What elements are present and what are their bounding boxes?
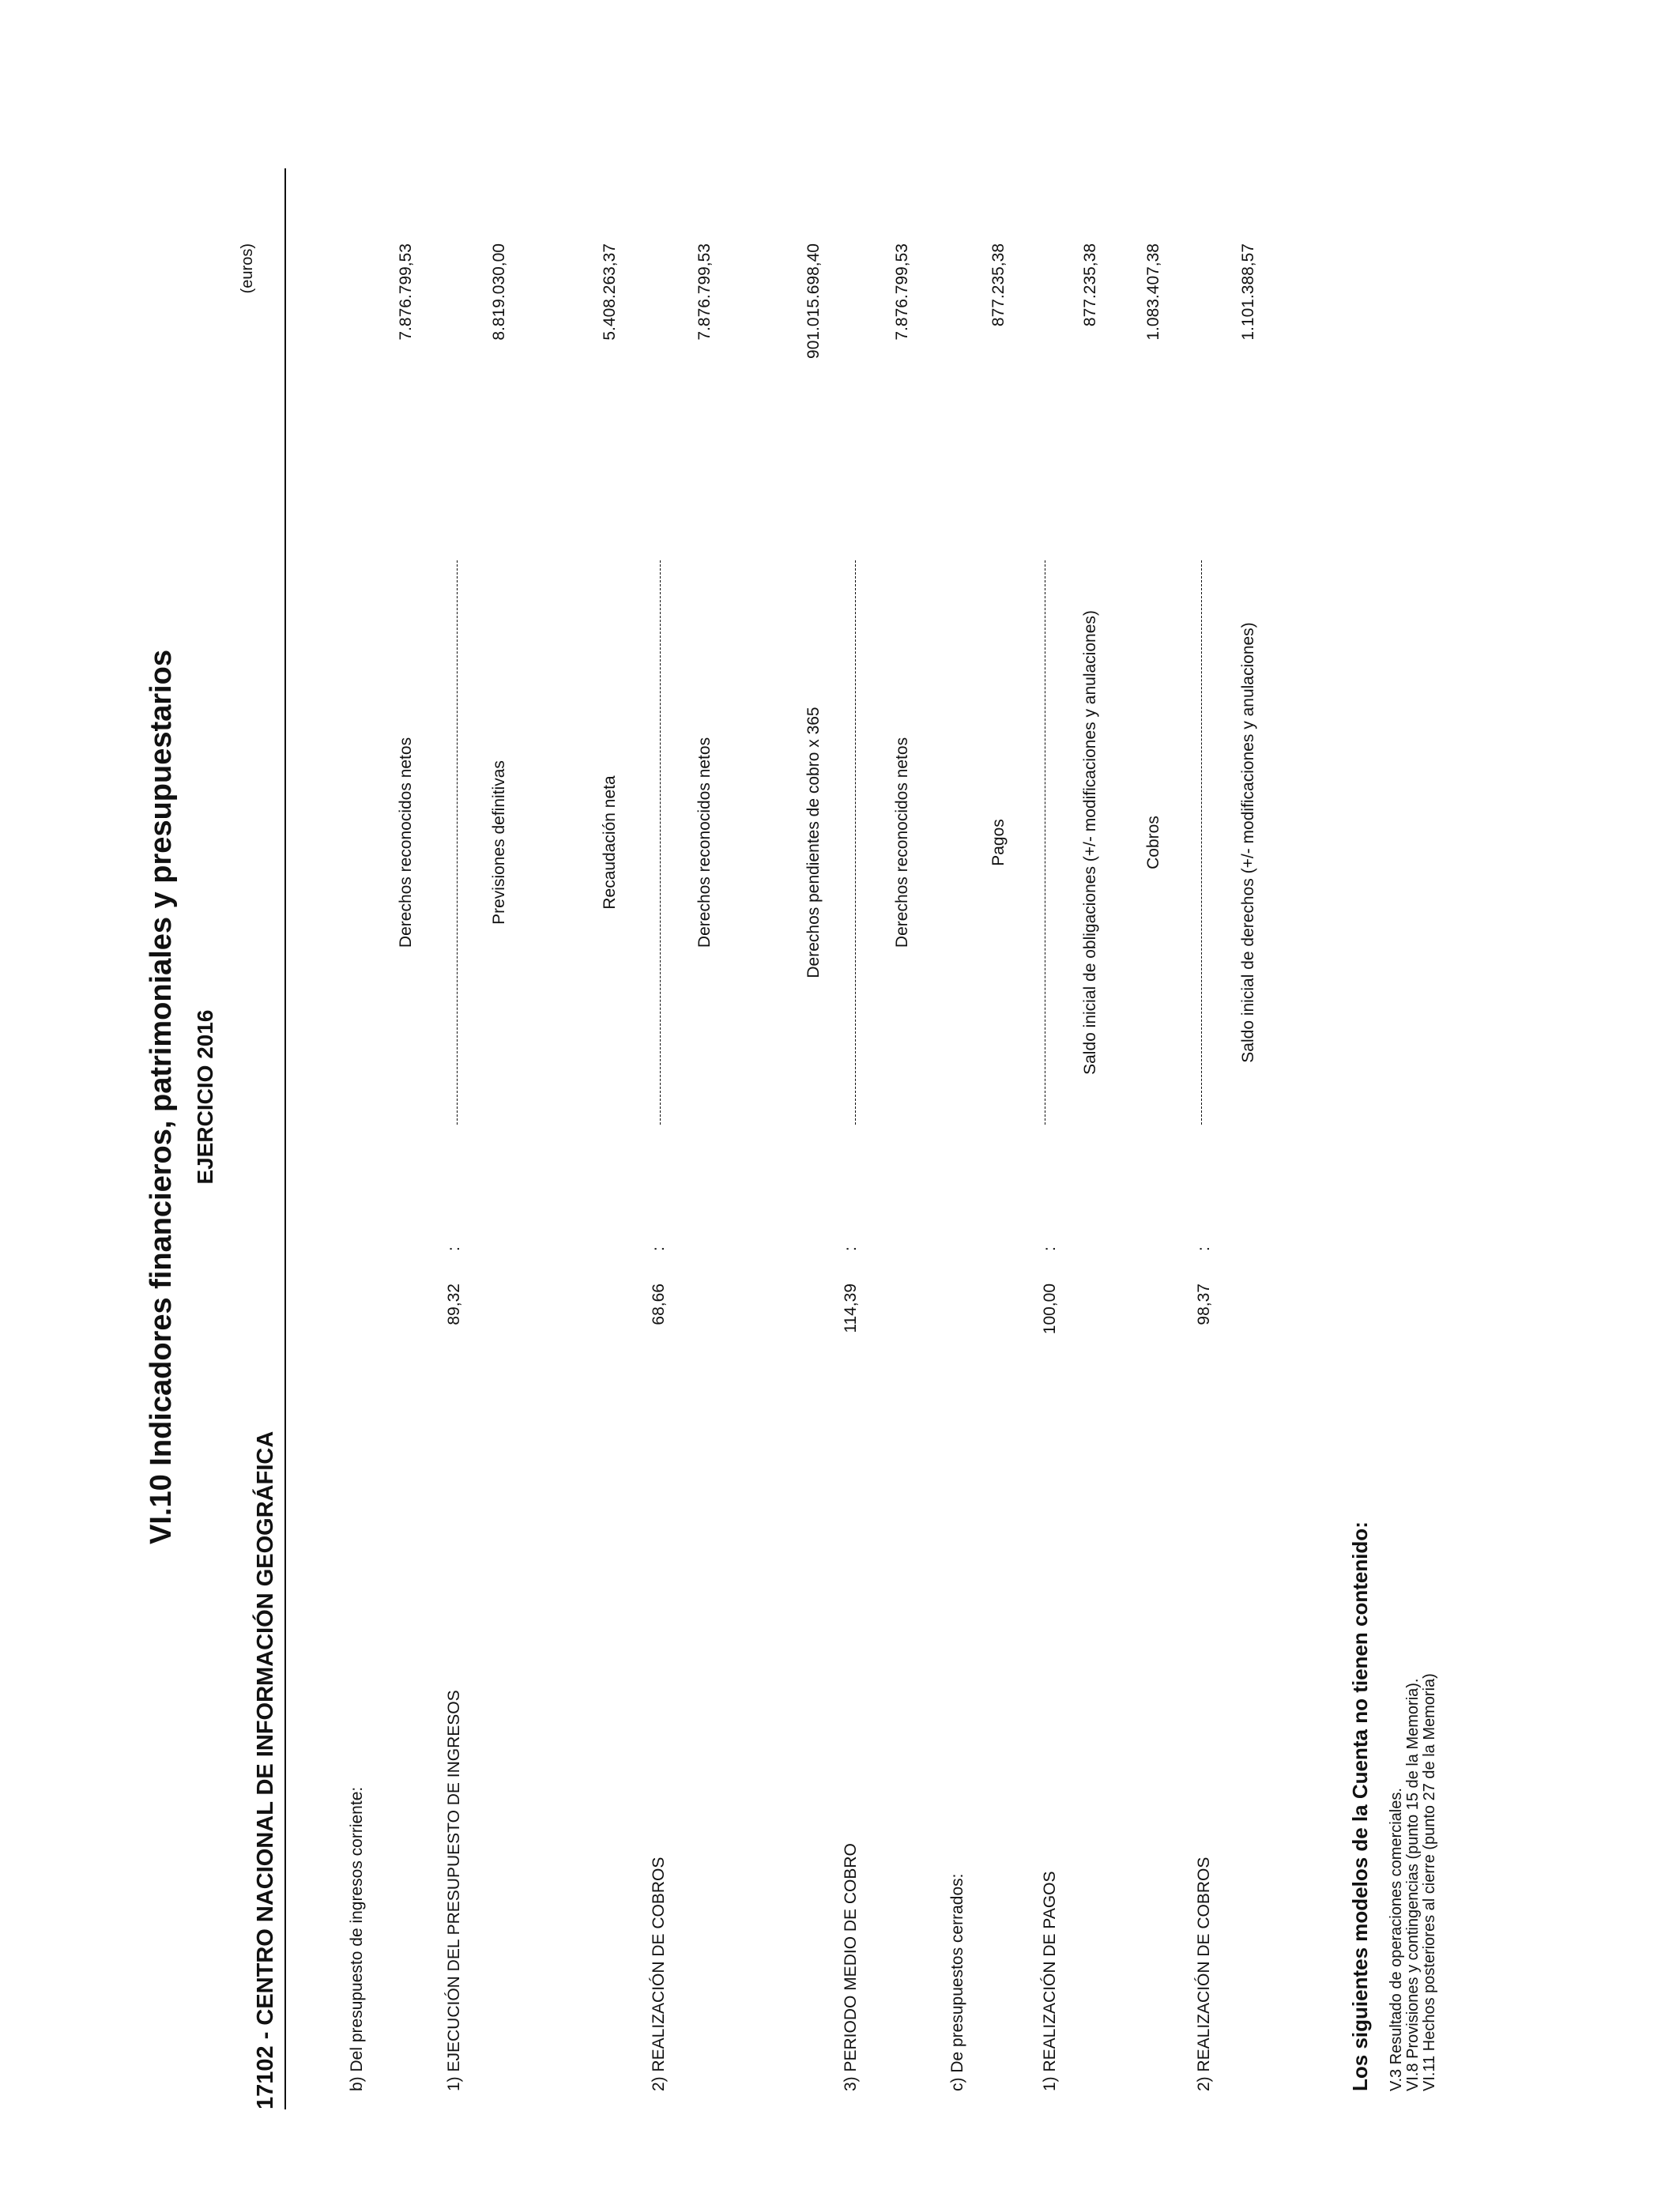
units-label: (euros) [239, 243, 256, 294]
fraction-line [1201, 560, 1202, 1125]
indicator-percent: 89,32 [445, 1284, 463, 1325]
colon: : [842, 1246, 860, 1251]
note-item: VI.8 Provisiones y contingencias (punto 15 de la Memoria). [1404, 1678, 1422, 2091]
formula-denominator: Derechos reconocidos netos [893, 737, 911, 948]
entity-name: 17102 - CENTRO NACIONAL DE INFORMACIÓN GEOGRÁFICA [253, 1431, 278, 2109]
fraction-line [660, 560, 661, 1125]
denominator-value: 8.819.030,00 [490, 243, 508, 341]
indicator-percent: 68,66 [650, 1284, 668, 1325]
formula-numerator: Pagos [989, 819, 1008, 866]
indicator-label: 2) REALIZACIÓN DE COBROS [650, 1857, 668, 2091]
colon: : [445, 1246, 463, 1251]
notes-title: Los siguientes modelos de la Cuenta no tienen contenido: [1348, 1521, 1372, 2091]
fraction-line [855, 560, 856, 1125]
denominator-value: 1.101.388,57 [1239, 243, 1257, 341]
formula-denominator: Previsiones definitivas [490, 760, 508, 925]
formula-numerator: Recaudación neta [601, 775, 619, 910]
indicator-label: 1) EJECUCIÓN DEL PRESUPUESTO DE INGRESOS [445, 1690, 463, 2091]
formula-denominator: Saldo inicial de obligaciones (+/- modificaciones y anulaciones) [1081, 610, 1099, 1075]
colon: : [1041, 1246, 1059, 1251]
section-cerrados-heading: c) De presupuestos cerrados: [948, 1873, 966, 2091]
formula-denominator: Saldo inicial de derechos (+/- modificaciones y anulaciones) [1239, 622, 1257, 1063]
indicator-percent: 100,00 [1041, 1284, 1059, 1335]
fiscal-year: EJERCICIO 2016 [193, 1009, 217, 1185]
denominator-value: 877.235,38 [1081, 243, 1099, 327]
numerator-value: 1.083.407,38 [1144, 243, 1162, 341]
denominator-value: 7.876.799,53 [695, 243, 714, 341]
formula-numerator: Derechos reconocidos netos [397, 737, 415, 948]
fraction-line [457, 560, 458, 1125]
numerator-value: 877.235,38 [989, 243, 1008, 327]
page-title: VI.10 Indicadores financieros, patrimoniales y presupuestarios [145, 650, 178, 1544]
numerator-value: 901.015.698,40 [804, 243, 823, 359]
numerator-value: 5.408.263,37 [601, 243, 619, 341]
indicator-label: 1) REALIZACIÓN DE PAGOS [1041, 1871, 1059, 2091]
indicator-label: 2) REALIZACIÓN DE COBROS [1195, 1857, 1213, 2091]
header-rule [284, 168, 286, 2109]
indicator-percent: 98,37 [1195, 1284, 1213, 1325]
formula-numerator: Derechos pendientes de cobro x 365 [804, 707, 823, 978]
numerator-value: 7.876.799,53 [397, 243, 415, 341]
colon: : [650, 1246, 668, 1251]
denominator-value: 7.876.799,53 [893, 243, 911, 341]
note-item: VI.11 Hechos posteriores al cierre (punto 27 de la Memoria) [1421, 1673, 1438, 2091]
indicator-label: 3) PERIODO MEDIO DE COBRO [842, 1843, 860, 2091]
section-corriente-heading: b) Del presupuesto de ingresos corriente: [348, 1786, 366, 2091]
formula-numerator: Cobros [1144, 816, 1162, 869]
note-item: V.3 Resultado de operaciones comerciales. [1388, 1788, 1405, 2091]
formula-denominator: Derechos reconocidos netos [695, 737, 714, 948]
indicator-percent: 114,39 [842, 1284, 860, 1333]
colon: : [1195, 1246, 1213, 1251]
